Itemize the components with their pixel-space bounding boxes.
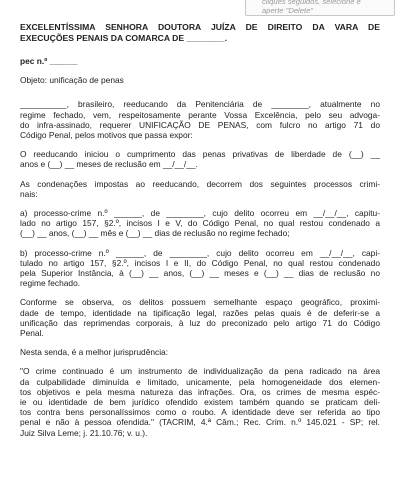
quote-line: "O crime continuado é um instrumento de individualização da pena radicado na área — [20, 366, 380, 377]
instruction-tooltip — [245, 0, 395, 16]
paragraph-line: dade de tempo, identidade na tipificação legal, razões pelas quais é de deferir-se a — [20, 307, 380, 318]
item-b — [20, 248, 380, 289]
jurisprudence-quote — [20, 366, 380, 437]
paragraph-line: b) processo-crime n.º ______, de ________, cujo delito ocorreu em __/__/__, capi- — [20, 247, 380, 258]
paragraph-line: regime fechado, vem, respeitosamente perante Vossa Excelência, pelo seu advoga- — [20, 109, 380, 120]
paragraph-line: Conforme se observa, os delitos possuem semelhante espaço geográfico, proximi- — [20, 297, 380, 308]
paragraph-line: Penal. — [20, 328, 44, 339]
item-a — [20, 208, 380, 239]
paragraph-line: tulado no artigo 157, §2.º, incisos I e II, do Código Penal, no qual restou condenado — [20, 257, 380, 268]
quote-line: tos objetivos e pela mesma natureza das infrações. Ora, os crimes de mesma espéc- — [20, 386, 380, 397]
pec-number: pec n.º ______ — [20, 56, 78, 66]
paragraph-line: (__) __ anos, (__) __ mês e (__) __ dias de reclusão no regime fechado; — [20, 228, 290, 239]
paragraph-1 — [20, 149, 380, 169]
paragraph-line: __________, brasileiro, reeducando da Penitenciária de ________, atualmente no — [20, 99, 380, 110]
paragraph-4: Nesta senda, é a melhor jurisprudência: — [20, 347, 169, 358]
quote-line: penal e não à pessoa ofendida." (TACRIM, 4.ª Câm.; Rec. Crim. n.º 145.021 - SP; rel. — [20, 417, 380, 428]
paragraph-line: nais: — [20, 188, 38, 199]
paragraph-line: do infra-assinado, requerer UNIFICAÇÃO DE PENAS, com fulcro no artigo 71 do — [20, 119, 380, 130]
paragraph-line: O reeducando iniciou o cumprimento das penas privativas de liberdade de (__) __ — [20, 149, 380, 160]
quote-line: tos contra bens personalíssimos como o roubo. A identidade deve ser referida ao tipo — [20, 407, 380, 418]
tooltip-line: cliques seguidos, selecione e — [262, 0, 361, 6]
paragraph-line: Código Penal, pelos motivos que passa expor: — [20, 130, 193, 141]
paragraph-line: anos e (__) __ meses de reclusão em __/__/__. — [20, 159, 198, 170]
intro-paragraph — [20, 99, 380, 140]
paragraph-line: lado no artigo 157, §2.º, incisos I e V, do Código Penal, no qual restou condenado a — [20, 218, 380, 229]
quote-line: ie ou identidade de bem jurídico ofendido existem também quando se praticam deli- — [20, 397, 380, 408]
title-line: EXCELENTÍSSIMA SENHORA DOUTORA JUÍZA DE DIREITO DA VARA DE — [20, 22, 380, 32]
paragraph-line: a) processo-crime n.º ______, de ________, cujo delito ocorreu em __/__/__, capitu- — [20, 208, 380, 219]
paragraph-line: pela Superior Instância, à (__) __ anos, (__) __ meses e (__) __ dias de reclusão no — [20, 268, 380, 279]
paragraph-line: As condenações impostas ao reeducando, decorrem dos seguintes processos crimi- — [20, 178, 380, 189]
paragraph-2 — [20, 179, 380, 199]
document-body — [20, 22, 380, 438]
objeto-line: Objeto: unificação de penas — [20, 75, 124, 86]
paragraph-3 — [20, 297, 380, 338]
paragraph-line: regime fechado. — [20, 278, 81, 289]
quote-line: da culpabilidade diminuída e limitado, unicamente, pela homogeneidade dos elemen- — [20, 376, 380, 387]
title-line: EXECUÇÕES PENAIS DA COMARCA DE ________. — [20, 32, 228, 43]
paragraph-line: unificação das reprimendas corporais, à luz do preconizado pelo artigo 71 do Código — [20, 317, 380, 328]
document-title — [20, 22, 380, 43]
tooltip-line: aperte "Delete" — [262, 6, 313, 15]
quote-line: Juiz Silva Leme; j. 21.10.76; v. u.). — [20, 427, 148, 438]
